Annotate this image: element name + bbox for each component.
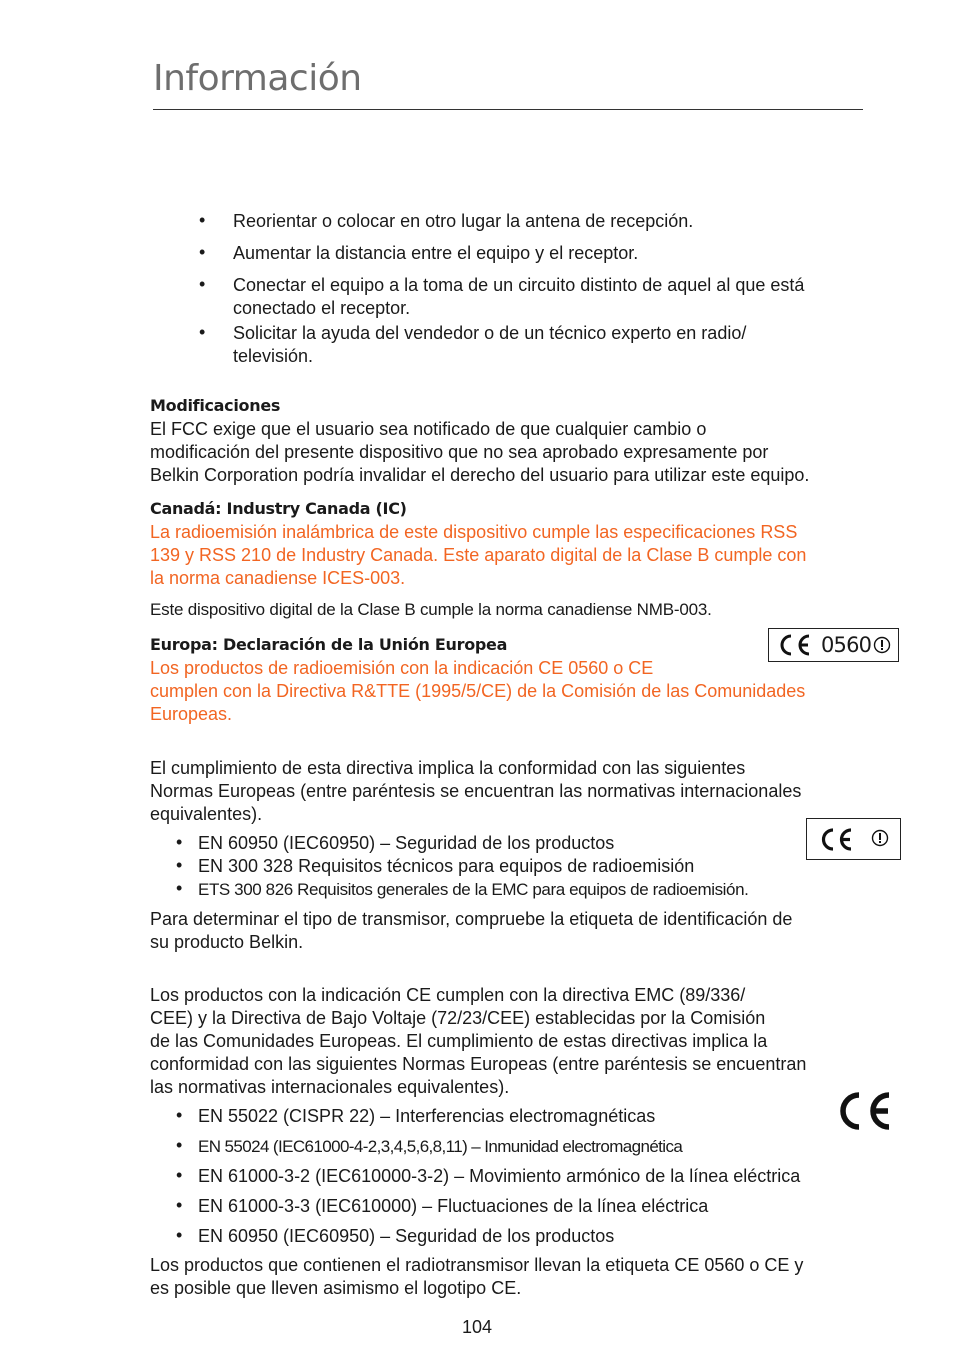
paragraph-line: El cumplimiento de esta directiva implica la conformidad con las siguientes — [150, 758, 746, 778]
bullet-dot: • — [176, 855, 183, 875]
bullet-dot: • — [176, 878, 183, 898]
section-heading-modificaciones: Modificaciones — [150, 396, 281, 415]
list-item: Reorientar o colocar en otro lugar la antena de recepción. — [233, 211, 694, 231]
paragraph-line: Los productos con la indicación CE cumplen con la directiva EMC (89/336/ — [150, 985, 746, 1005]
bullet-dot: • — [199, 274, 206, 294]
bullet-dot: • — [176, 1165, 183, 1185]
bullet-dot: • — [176, 1195, 183, 1215]
orange-paragraph-line: cumplen con la Directiva R&TTE (1995/5/CE) de la Comisión de las Comunidades — [150, 681, 806, 701]
bullet-dot: • — [199, 322, 206, 342]
bullet-dot: • — [176, 832, 183, 852]
orange-paragraph-line: 139 y RSS 210 de Industry Canada. Este aparato digital de la Clase B cumple con — [150, 545, 807, 565]
paragraph-line: El FCC exige que el usuario sea notificado de que cualquier cambio o — [150, 419, 707, 439]
paragraph-line: modificación del presente dispositivo que no sea aprobado expresamente por — [150, 442, 769, 462]
list-item-continuation: conectado el receptor. — [233, 298, 411, 318]
list-item-continuation: televisión. — [233, 346, 314, 366]
bullet-dot: • — [199, 242, 206, 262]
list-item: EN 60950 (IEC60950) – Seguridad de los productos — [198, 833, 615, 853]
alert-icon — [873, 636, 891, 654]
ce-0560-label — [768, 628, 899, 662]
paragraph-line: Para determinar el tipo de transmisor, compruebe la etiqueta de identificación de — [150, 909, 793, 929]
list-item: EN 60950 (IEC60950) – Seguridad de los productos — [198, 1226, 615, 1246]
ce-notified-body-number: 0560 — [821, 633, 872, 657]
orange-paragraph-line: Europeas. — [150, 704, 233, 724]
section-heading-europa: Europa: Declaración de la Unión Europea — [150, 635, 508, 654]
list-item: EN 61000-3-2 (IEC610000-3-2) – Movimiento armónico de la línea eléctrica — [198, 1166, 801, 1186]
page-title: Información — [153, 58, 362, 99]
ce-alert-label — [806, 818, 901, 860]
list-item: Conectar el equipo a la toma de un circuito distinto de aquel al que está — [233, 275, 805, 295]
bullet-dot: • — [176, 1105, 183, 1125]
alert-icon — [871, 829, 889, 847]
canada-note: Este dispositivo digital de la Clase B cumple la norma canadiense NMB-003. — [150, 600, 712, 619]
paragraph-line: Normas Europeas (entre paréntesis se encuentran las normativas internacionales — [150, 781, 802, 801]
page-number: 104 — [461, 1317, 493, 1337]
orange-paragraph-line: La radioemisión inalámbrica de este dispositivo cumple las especificaciones RSS — [150, 522, 798, 542]
list-item: Solicitar la ayuda del vendedor o de un técnico experto en radio/ — [233, 323, 747, 343]
orange-paragraph-line: Los productos de radioemisión con la indicación CE 0560 o CE — [150, 658, 654, 678]
list-item: EN 300 328 Requisitos técnicos para equipos de radioemisión — [198, 856, 695, 876]
title-divider — [153, 109, 863, 110]
paragraph-line: CEE) y la Directiva de Bajo Voltaje (72/23/CEE) establecidas por la Comisión — [150, 1008, 766, 1028]
paragraph-line: su producto Belkin. — [150, 932, 304, 952]
list-item: EN 55024 (IEC61000-4-2,3,4,5,6,8,11) – Inmunidad electromagnética — [198, 1137, 683, 1156]
paragraph-line: equivalentes). — [150, 804, 263, 824]
list-item: EN 61000-3-3 (IEC610000) – Fluctuaciones de la línea eléctrica — [198, 1196, 709, 1216]
list-item: EN 55022 (CISPR 22) – Interferencias electromagnéticas — [198, 1106, 656, 1126]
paragraph-line: Belkin Corporation podría invalidar el derecho del usuario para utilizar este equipo. — [150, 465, 810, 485]
orange-paragraph-line: la norma canadiense ICES-003. — [150, 568, 406, 588]
paragraph-line: las normativas internacionales equivalentes). — [150, 1077, 510, 1097]
list-item: ETS 300 826 Requisitos generales de la EMC para equipos de radioemisión. — [198, 880, 749, 899]
bullet-dot: • — [199, 210, 206, 230]
paragraph-line: Los productos que contienen el radiotransmisor llevan la etiqueta CE 0560 o CE y — [150, 1255, 804, 1275]
paragraph-line: conformidad con las siguientes Normas Europeas (entre paréntesis se encuentran — [150, 1054, 807, 1074]
ce-logo-icon — [834, 1089, 894, 1133]
paragraph-line: es posible que lleven asimismo el logotipo CE. — [150, 1278, 522, 1298]
section-heading-canada: Canadá: Industry Canada (IC) — [150, 499, 407, 518]
paragraph-line: de las Comunidades Europeas. El cumplimiento de estas directivas implica la — [150, 1031, 768, 1051]
list-item: Aumentar la distancia entre el equipo y el receptor. — [233, 243, 639, 263]
bullet-dot: • — [176, 1135, 183, 1155]
bullet-dot: • — [176, 1225, 183, 1245]
